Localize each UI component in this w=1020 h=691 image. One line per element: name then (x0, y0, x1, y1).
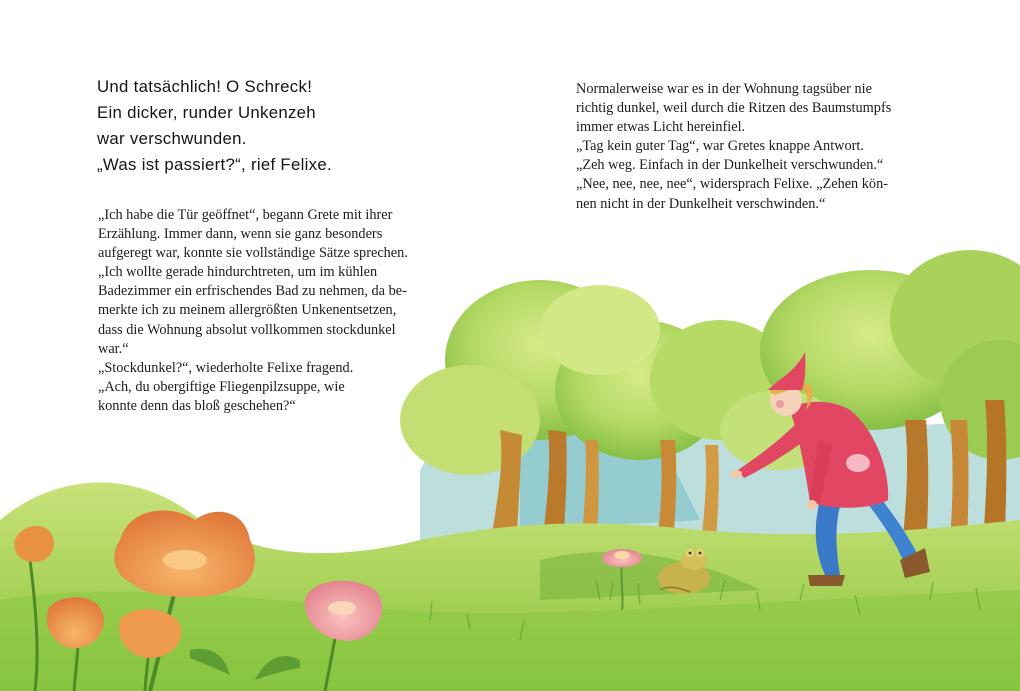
text-line: dass die Wohnung absolut vollkommen stockdunkel (98, 321, 396, 338)
text-line: Badezimmer ein erfrischendes Bad zu nehmen, da be- (98, 283, 407, 300)
headline-line: „Was ist passiert?“, rief Felixe. (97, 155, 332, 174)
text-line: nen nicht in der Dunkelheit verschwinden.“ (576, 195, 826, 212)
text-line: „Nee, nee, nee, nee“, widersprach Felixe. „Zehen kön- (576, 176, 888, 193)
right-column-text (576, 80, 920, 214)
headline-line: Ein dicker, runder Unkenzeh (97, 103, 316, 122)
text-line: „Ich habe die Tür geöffnet“, begann Grete mit ihrer (98, 207, 393, 223)
headline-block (97, 74, 477, 178)
left-column-text (98, 206, 442, 416)
text-line: immer etwas Licht hereinfiel. (576, 119, 746, 136)
text-line: konnte denn das bloß geschehen?“ (98, 397, 296, 414)
text-line: richtig dunkel, weil durch die Ritzen des Baumstumpfs (576, 100, 892, 117)
text-line: „Ich wollte gerade hindurchtreten, um im kühlen (98, 264, 378, 281)
text-line: war.“ (98, 340, 129, 357)
text-line: aufgeregt war, konnte sie vollständige Sätze sprechen. (98, 245, 408, 262)
headline-line: Und tatsächlich! O Schreck! (97, 77, 313, 96)
headline-line: war verschwunden. (97, 129, 247, 148)
text-line: „Zeh weg. Einfach in der Dunkelheit verschwunden.“ (576, 157, 884, 174)
text-line: „Stockdunkel?“, wiederholte Felixe fragend. (98, 359, 354, 376)
text-line: „Tag kein guter Tag“, war Gretes knappe Antwort. (576, 138, 864, 155)
text-line: Erzählung. Immer dann, wenn sie ganz besonders (98, 226, 383, 243)
text-line: „Ach, du obergiftige Fliegenpilzsuppe, wie (98, 378, 345, 395)
text-line: Normalerweise war es in der Wohnung tagsüber nie (576, 81, 872, 97)
text-line: merkte ich zu meinem allergrößten Unkenentsetzen, (98, 302, 397, 319)
